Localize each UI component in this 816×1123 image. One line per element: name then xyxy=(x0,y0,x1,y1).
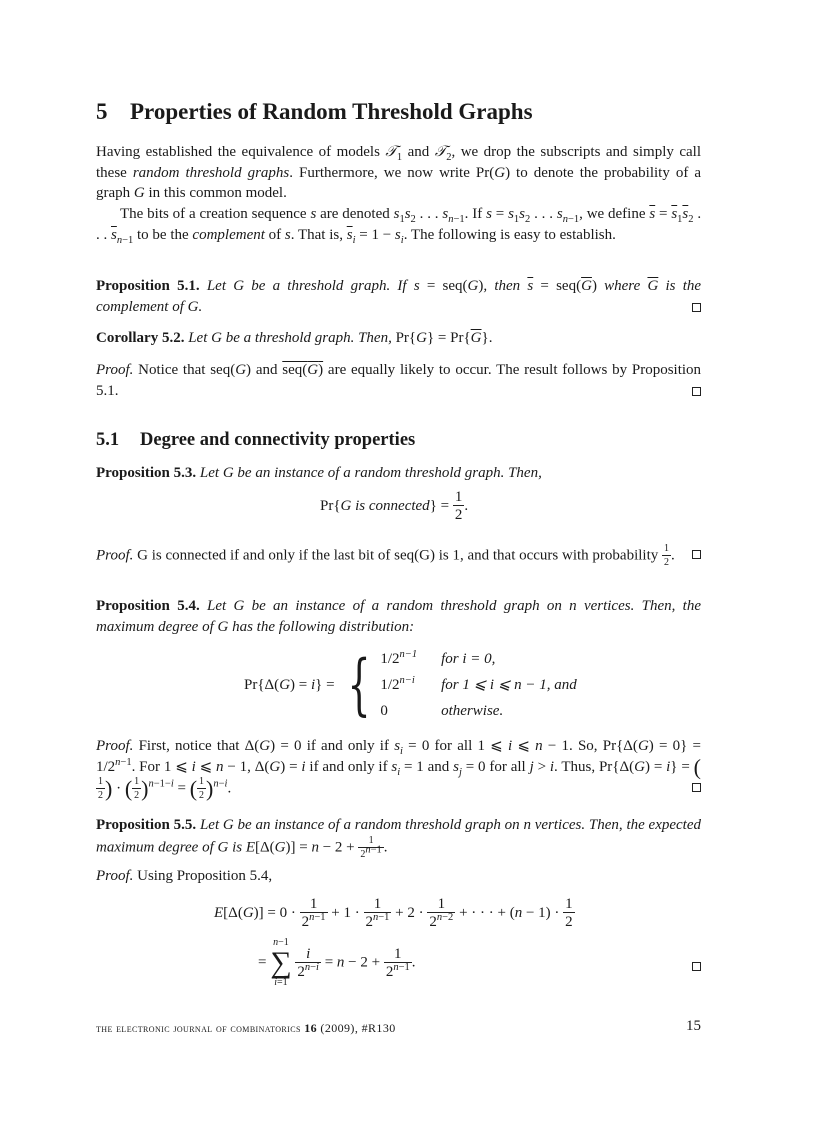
page-footer xyxy=(96,1018,701,1039)
qed-symbol xyxy=(692,303,701,312)
journal-name: the electronic journal of combinatorics xyxy=(96,1021,301,1035)
equation-expected-degree-line-2: = n−1 ∑ i=1 $\frac{i}{2^{n-i}}$ = n − 2 + $\frac{1}{2^{n-1}}$ . xyxy=(258,937,416,988)
page-number: 15 xyxy=(686,1018,701,1034)
section-title-text: Properties of Random Threshold Graphs xyxy=(130,99,533,124)
intro-paragraph-1: Having established the equivalence of models 𝒯$_1$ and 𝒯$_2$, we drop the subscripts and simply call these random threshold graphs. Furthermore, we now write Pr(G) to denote the probability of a graph G in this common model. xyxy=(96,144,701,201)
case-row: 0 otherwise. xyxy=(380,702,504,719)
proposition-5-5: Proposition 5.5. Let G be an instance of a random threshold graph on n vertices. Then, the expected maximum degree of G is E[Δ(G)] = n − 2 + $\frac{1}{2^{n-1}}$ . xyxy=(96,817,701,860)
qed-symbol xyxy=(692,387,701,396)
proof-proposition-5-4: Proof. First, notice that Δ(G) = 0 if and only if $s_i = 0$ for all 1 ⩽ i ⩽ n − 1. So, $Pr\{\Delta(G) = 0\} = 1/2^{n-1}$. For 1 ⩽ i ⩽ n − 1, Δ(G) = i if and only if $s_i = 1$ and $s_j = 0$ for all j > i. Thus, Pr{Δ(G) = i} = ( $\frac{1}{2}$ ) · ( $\frac{1}{2}$ )$^{n-1-i}$ = ( $\frac{1}{2}$ )$^{n-i}$. xyxy=(96,738,702,802)
case-row: $1/2^{n-i}$ for 1 ⩽ i ⩽ n − 1, and xyxy=(380,674,577,693)
journal-year-article: (2009), #R130 xyxy=(320,1021,396,1035)
case-row: $1/2^{n-1}$ for i = 0, xyxy=(380,648,496,667)
journal-volume: 16 xyxy=(304,1021,318,1035)
intro-paragraph-2: The bits of a creation sequence s are denoted $s_1s_2$ . . . $s_{n-1}$. If $s = s_1s_2$ . . . $s_{n-1}$, we define $\overline{s} = \overline{s}_1\overline{s}_2$ . . . $\overline{s}_{n-1}$ to be the complement of s. That is, $\overline{s}_i = 1 - s_i$. The following is easy to establish. xyxy=(96,206,702,246)
equation-connected: Pr{G is connected} = $\frac{1}{2}$ . xyxy=(320,489,469,523)
section-title xyxy=(96,98,533,126)
equation-expected-degree-line-1: E[Δ(G)] = 0 · $\frac{1}{2^{n-1}}$ + 1 · $\frac{1}{2^{n-1}}$ + 2 · $\frac{1}{2^{n-2}}$ + · · · + (n − 1) · $\frac{1}{2}$ xyxy=(214,896,573,930)
qed-symbol xyxy=(692,783,701,792)
proposition-5-4: Proposition 5.4. Let G be an instance of a random threshold graph on n vertices. Then, the maximum degree of G has the following distribution: xyxy=(96,598,701,635)
qed-symbol xyxy=(692,962,701,971)
proof-proposition-5-3: Proof. G is connected if and only if the last bit of seq(G) is 1, and that occurs with probability $\frac{1}{2}$ . xyxy=(96,544,701,568)
proof-proposition-5-5: Proof. Using Proposition 5.4, xyxy=(96,868,273,884)
qed-symbol xyxy=(692,550,701,559)
left-brace: { xyxy=(347,646,371,723)
proof-corollary-5-2: Proof. Notice that seq(G) and seq(G) are equally likely to occur. The result follows by Proposition 5.1. xyxy=(96,362,702,399)
subsection-title: 5.1 Degree and connectivity properties xyxy=(96,430,416,450)
section-number: 5 xyxy=(96,99,108,124)
proposition-5-3: Proposition 5.3. Let G be an instance of a random threshold graph. Then, xyxy=(96,465,542,481)
proposition-5-1: Proposition 5.1. Let G be a threshold graph. If s = seq(G), then $\overline{s} = seq(\overline{G})$ where $\overline{G}$ is the complement of G. xyxy=(96,278,702,315)
equation-max-degree-distribution: Pr{Δ(G) = i} = { $1/2^{n-1}$ for i = 0, $1/2^{n-i}$ for 1 ⩽ i ⩽ n − 1, and 0 otherwise. xyxy=(244,646,583,724)
corollary-5-2: Corollary 5.2. Let G be a threshold graph. Then, $Pr\{G\} = Pr\{\overline{G}\}$. xyxy=(96,330,493,346)
cases-table xyxy=(380,646,582,724)
